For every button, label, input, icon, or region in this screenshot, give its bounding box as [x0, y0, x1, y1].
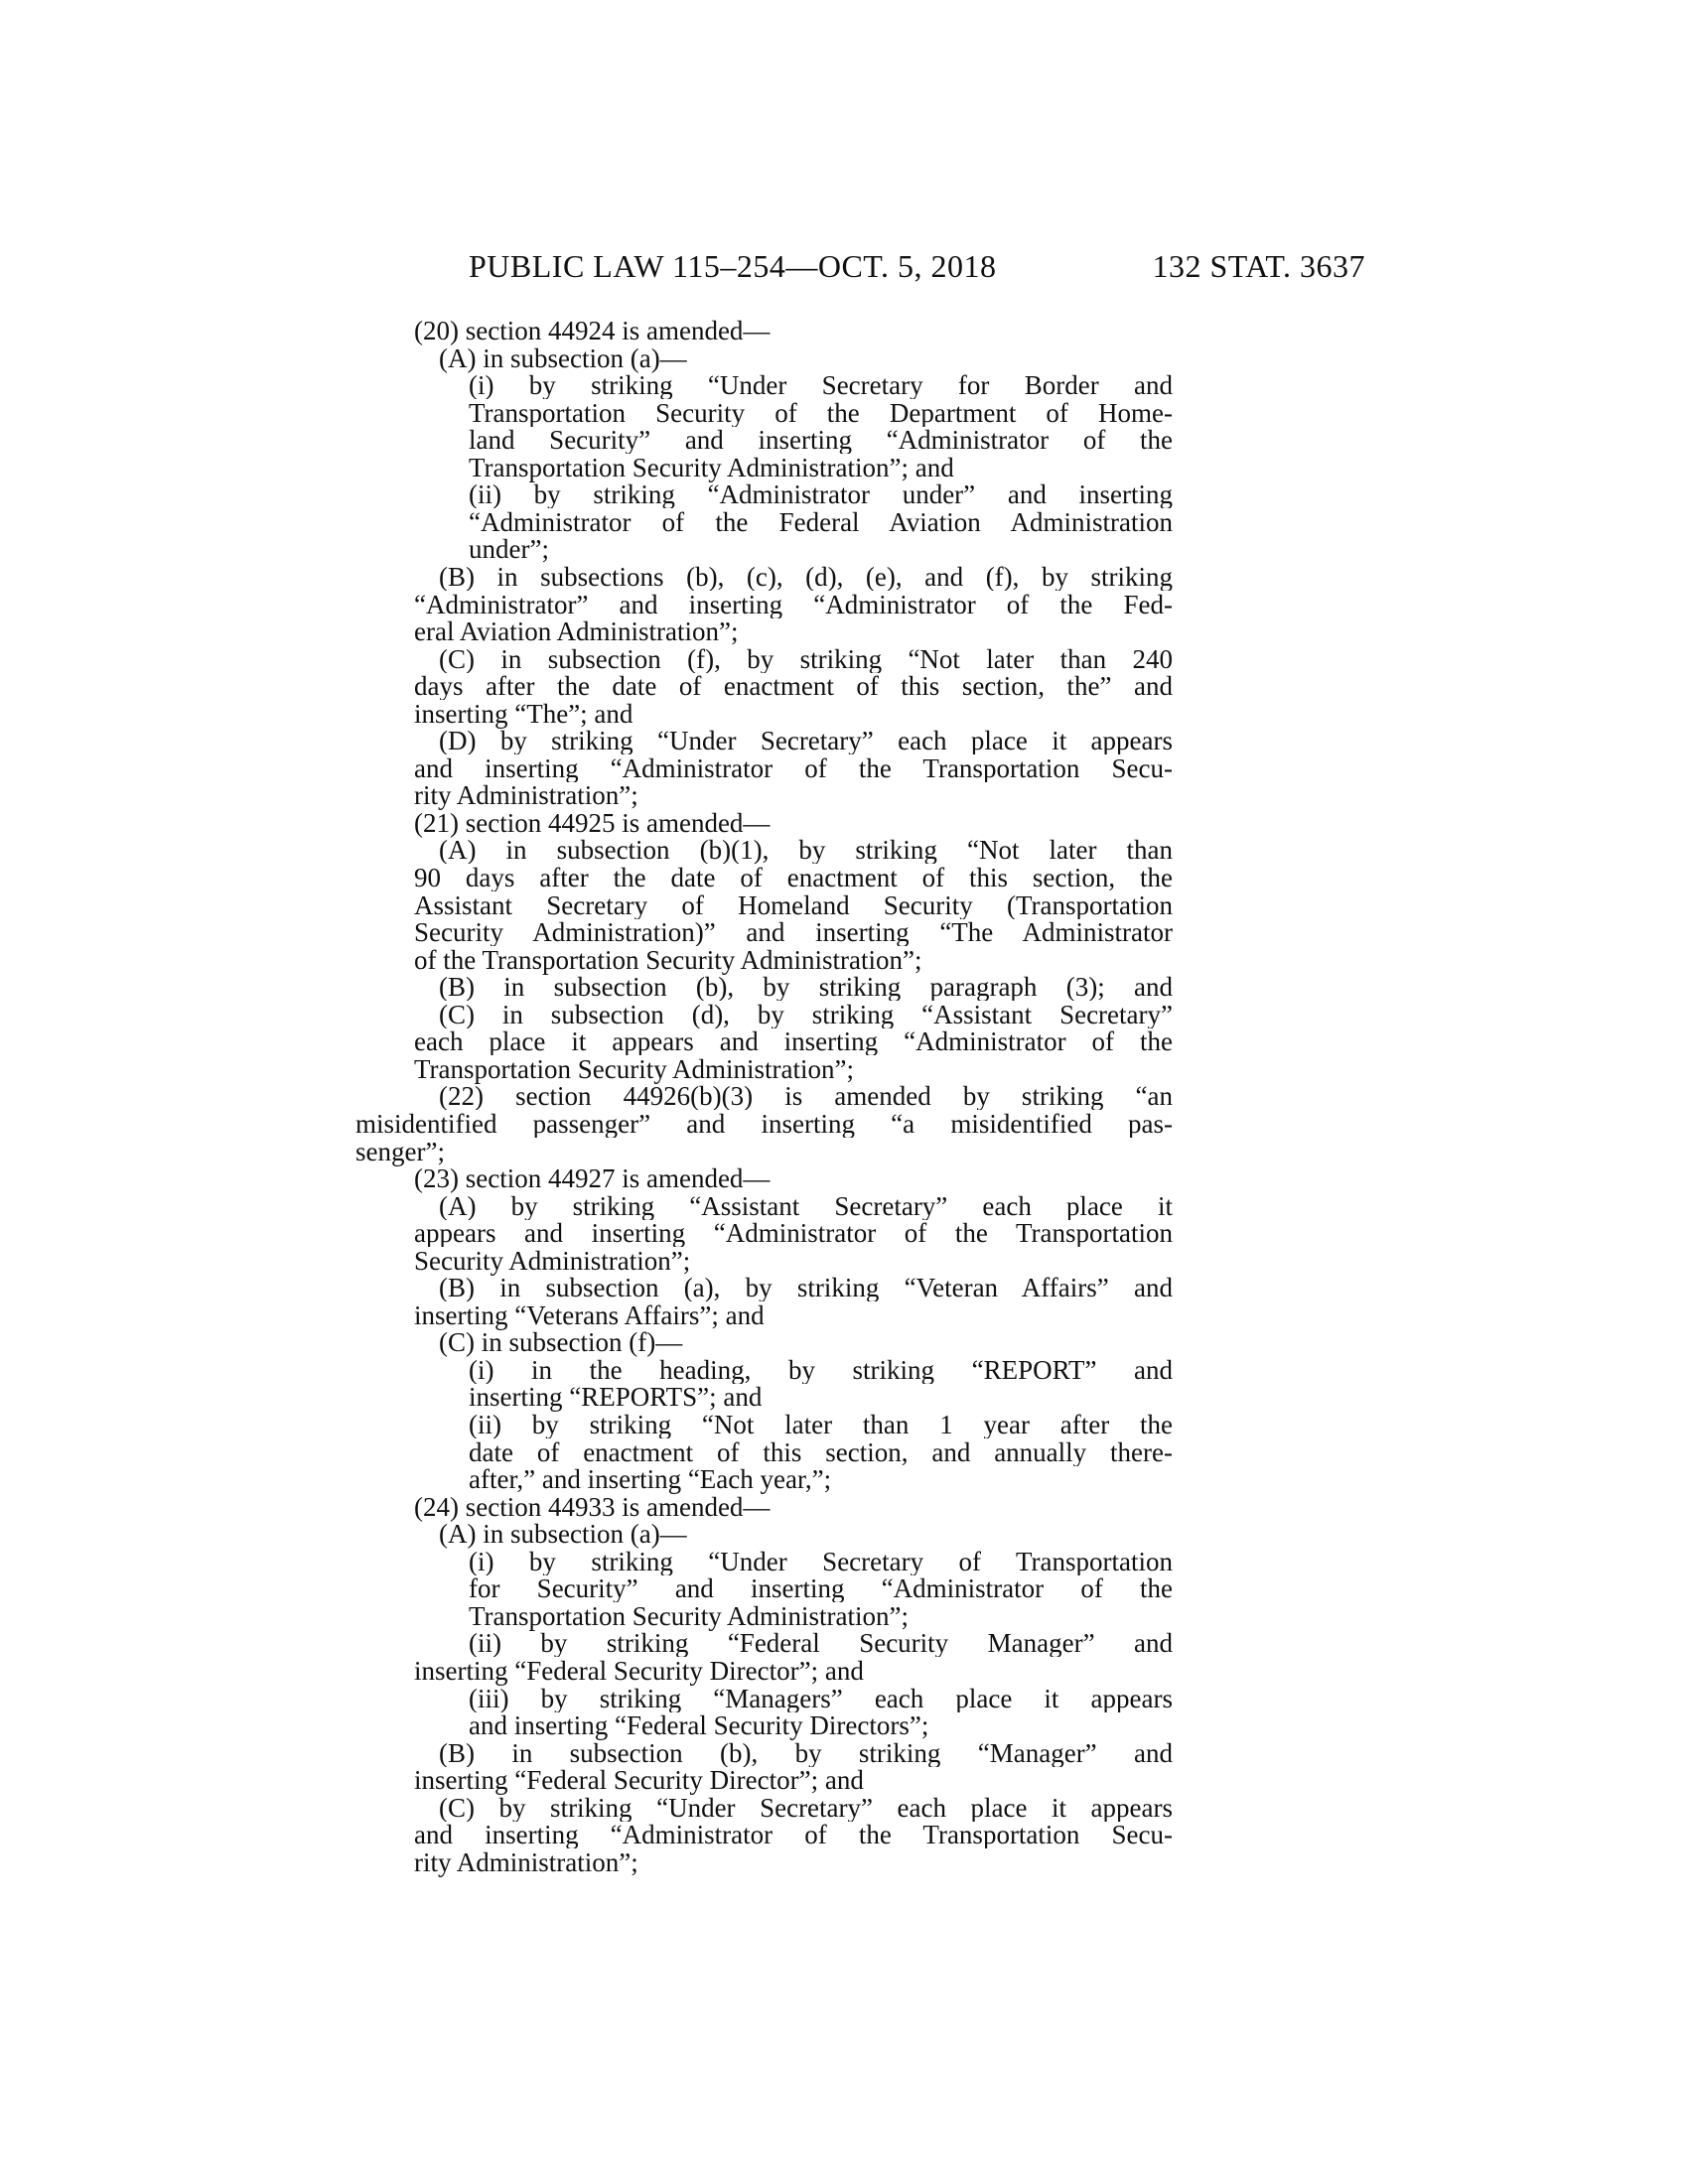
text-line: inserting “Federal Security Director”; and [414, 1655, 864, 1686]
text-line: (C) in subsection (f), by striking “Not later than 240 [439, 644, 1173, 673]
text-line: (A) by striking “Assistant Secretary” each place it [439, 1191, 1173, 1220]
text-line: land Security” and inserting “Administrator of the [469, 426, 1173, 455]
text-line: (22) section 44926(b)(3) is amended by striking “an [439, 1082, 1173, 1111]
text-line: and inserting “Administrator of the Transportation Secu- [414, 1821, 1173, 1849]
text-line: rity Administration”; [414, 1846, 638, 1877]
text-line: (D) by striking “Under Secretary” each place it appears [439, 727, 1173, 755]
text-line: (C) in subsection (f)— [439, 1327, 683, 1358]
text-line: of the Transportation Security Administration”; [414, 944, 922, 975]
text-line: (A) in subsection (a)— [439, 1519, 687, 1550]
text-line: rity Administration”; [414, 780, 638, 811]
text-line: Transportation Security Administration”; [469, 1600, 909, 1631]
text-line: misidentified passenger” and inserting “a misidentified pas- [355, 1109, 1173, 1138]
text-line: Security Administration”; [414, 1245, 691, 1276]
text-line: (i) by striking “Under Secretary of Transportation [469, 1547, 1173, 1575]
text-line: Transportation Security of the Department of Home- [469, 398, 1173, 427]
text-line: after,” and inserting “Each year,”; [469, 1464, 832, 1495]
text-line: inserting “Federal Security Director”; and [414, 1765, 864, 1796]
text-line: (iii) by striking “Managers” each place it appears [469, 1684, 1173, 1712]
text-line: (ii) by striking “Federal Security Manager” and [469, 1629, 1173, 1658]
text-line: Transportation Security Administration”; [414, 1053, 854, 1084]
running-header-title: PUBLIC LAW 115–254—OCT. 5, 2018 [469, 248, 997, 284]
text-line: (C) by striking “Under Secretary” each place it appears [439, 1793, 1173, 1822]
text-line: (21) section 44925 is amended— [414, 807, 771, 838]
text-line: “Administrator of the Federal Aviation Administration [469, 507, 1173, 536]
text-line: “Administrator” and inserting “Administrator of the Fed- [414, 590, 1173, 618]
text-line: (i) by striking “Under Secretary for Border and [469, 371, 1173, 400]
text-line: (B) in subsections (b), (c), (d), (e), and (f), by striking [439, 562, 1173, 591]
text-line: (i) in the heading, by striking “REPORT” and [469, 1355, 1173, 1384]
text-line: Security Administration)” and inserting “The Administrator [414, 918, 1173, 947]
text-line: (B) in subsection (b), by striking paragraph (3); and [439, 973, 1173, 1002]
text-line: eral Aviation Administration”; [414, 616, 739, 647]
text-line: (C) in subsection (d), by striking “Assistant Secretary” [439, 1000, 1173, 1028]
text-line: (A) in subsection (a)— [439, 342, 687, 373]
text-line: senger”; [355, 1136, 445, 1166]
text-line: appears and inserting “Administrator of the Transportation [414, 1219, 1173, 1248]
text-line: Transportation Security Administration”; and [469, 452, 954, 482]
text-line: days after the date of enactment of this section, the” and [414, 672, 1173, 701]
text-line: date of enactment of this section, and annually there- [469, 1437, 1173, 1466]
page-number: 132 STAT. 3637 [1152, 248, 1365, 284]
text-line: each place it appears and inserting “Administrator of the [414, 1027, 1173, 1056]
text-line: and inserting “Administrator of the Transportation Secu- [414, 753, 1173, 782]
text-line: (23) section 44927 is amended— [414, 1163, 771, 1194]
text-line: 90 days after the date of enactment of this section, the [414, 864, 1173, 891]
text-line: (B) in subsection (b), by striking “Manager” and [439, 1738, 1173, 1767]
text-line: (24) section 44933 is amended— [414, 1491, 771, 1522]
text-line: (B) in subsection (a), by striking “Veteran Affairs” and [439, 1274, 1173, 1302]
text-line: (A) in subsection (b)(1), by striking “Not later than [439, 836, 1173, 865]
text-line: inserting “The”; and [414, 698, 633, 729]
text-line: inserting “REPORTS”; and [469, 1382, 763, 1413]
text-line: for Security” and inserting “Administrator of the [469, 1574, 1173, 1603]
text-line: and inserting “Federal Security Directors”; [469, 1710, 929, 1741]
text-line: (ii) by striking “Administrator under” and inserting [469, 480, 1173, 509]
text-line: under”; [469, 534, 549, 565]
text-line: (ii) by striking “Not later than 1 year after the [469, 1411, 1173, 1438]
text-line: inserting “Veterans Affairs”; and [414, 1299, 765, 1330]
text-line: Assistant Secretary of Homeland Security (Transportation [414, 890, 1173, 919]
text-line: (20) section 44924 is amended— [414, 316, 771, 345]
